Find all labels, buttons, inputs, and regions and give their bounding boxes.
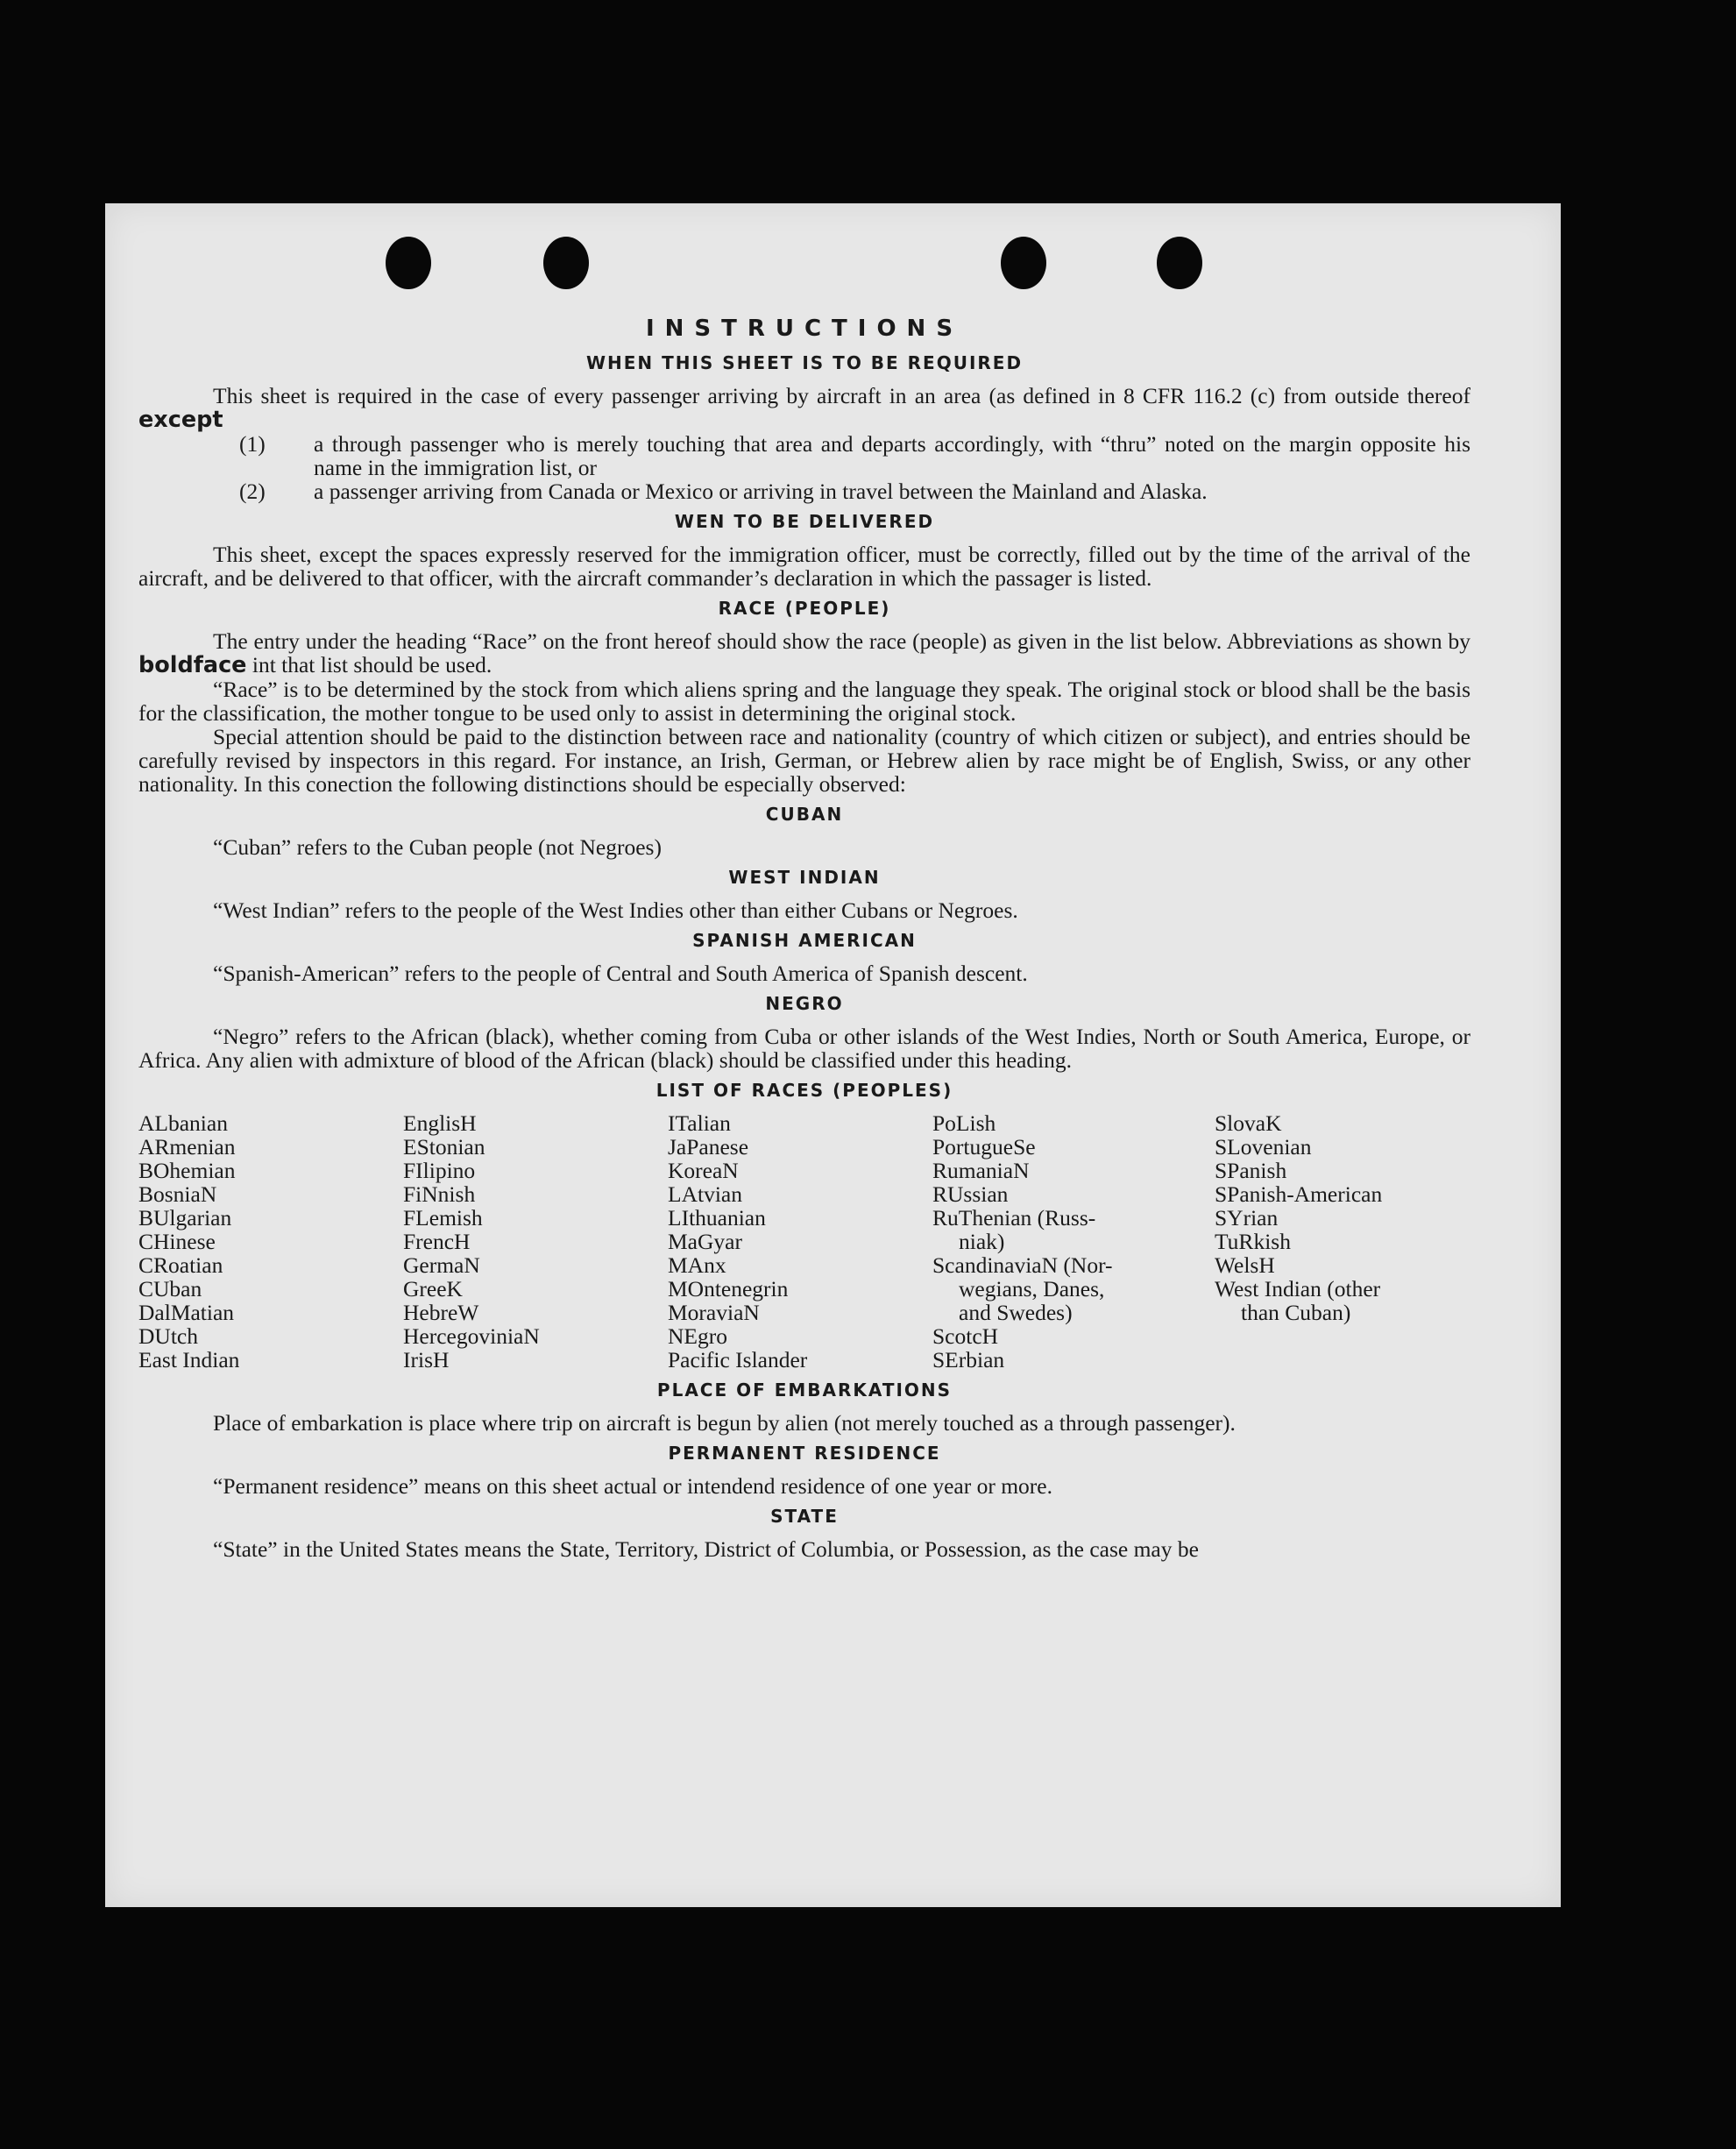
section-heading: WHEN THIS SHEET IS TO BE REQUIRED: [585, 352, 1024, 373]
race-item: FIlipino: [403, 1158, 476, 1183]
paragraph: “State” in the United States means the State, Territory, District of Columbia, or Possession, as the case may be: [213, 1536, 1199, 1562]
race-item: BUlgarian: [138, 1205, 232, 1231]
race-item: RuThenian (Russ-: [932, 1205, 1096, 1231]
paragraph: “West Indian” refers to the people of the West Indies other than either Cubans or Negroes.: [213, 897, 1018, 923]
race-item: DalMatian: [138, 1300, 235, 1325]
section-heading: PLACE OF EMBARKATIONS: [656, 1379, 953, 1401]
race-item: SErbian: [932, 1347, 1005, 1372]
race-item: EStonian: [403, 1134, 485, 1160]
race-item: and Swedes): [959, 1300, 1073, 1325]
sheet-content: [138, 317, 1470, 1561]
race-item: FiNnish: [403, 1181, 476, 1207]
race-item: SYrian: [1215, 1205, 1279, 1231]
race-item: SPanish: [1215, 1158, 1287, 1183]
section-heading: SPANISH AMERICAN: [692, 930, 917, 951]
race-item: CRoatian: [138, 1252, 223, 1278]
race-item: CUban: [138, 1276, 202, 1301]
section-heading: WEST INDIAN: [728, 867, 881, 888]
race-item: ITalian: [668, 1110, 731, 1136]
instruction-sheet: [105, 203, 1561, 1907]
race-item: wegians, Danes,: [959, 1276, 1105, 1301]
race-item: NEgro: [668, 1323, 727, 1349]
section-heading: CUBAN: [765, 804, 844, 825]
race-item: SPanish-American: [1215, 1181, 1383, 1207]
race-item: niak): [959, 1229, 1005, 1254]
section-heading: STATE: [770, 1506, 839, 1527]
list-item: (1) a through passenger who is merely touching that area and departs accordingly, with “thru” noted on the margin opposite his name in the immigration list, or: [239, 431, 1470, 480]
race-item: GermaN: [403, 1252, 480, 1278]
race-column: [403, 1111, 668, 1372]
page-title: INSTRUCTIONS: [645, 316, 964, 342]
paragraph: This sheet, except the spaces expressly reserved for the immigration officer, must be correctly, filled out by the time of the arrival of the aircraft, and be delivered to that officer, with the aircraft commander’s declaration in which the passager is listed.: [138, 542, 1470, 591]
race-item: SlovaK: [1215, 1110, 1282, 1136]
race-list: [138, 1111, 1470, 1372]
section-heading: RACE (PEOPLE): [718, 598, 891, 619]
race-item: HercegoviniaN: [403, 1323, 540, 1349]
race-item: FrencH: [403, 1229, 471, 1254]
punch-hole: [386, 237, 431, 289]
race-item: RumaniaN: [932, 1158, 1030, 1183]
race-item: DUtch: [138, 1323, 198, 1349]
race-item: ARmenian: [138, 1134, 236, 1160]
punch-hole: [543, 237, 589, 289]
race-item: CHinese: [138, 1229, 216, 1254]
race-item: SLovenian: [1215, 1134, 1312, 1160]
race-item: KoreaN: [668, 1158, 739, 1183]
race-item: TuRkish: [1215, 1229, 1291, 1254]
paragraph: The entry under the heading “Race” on the front hereof should show the race (people) as given in the list below. Abbreviations as shown by boldface int that list should be used.: [138, 628, 1470, 678]
race-item: JaPanese: [668, 1134, 749, 1160]
race-item: ScandinaviaN (Nor-: [932, 1252, 1113, 1278]
race-item: PortugueSe: [932, 1134, 1036, 1160]
race-item: BOhemian: [138, 1158, 236, 1183]
paragraph: “Spanish-American” refers to the people of Central and South America of Spanish descent.: [213, 961, 1028, 986]
paragraph: This sheet is required in the case of every passenger arriving by aircraft in an area (as defined in 8 CFR 116.2 (c) from outside thereof except: [138, 383, 1470, 433]
punch-hole: [1157, 237, 1202, 289]
section-heading: LIST OF RACES (PEOPLES): [655, 1080, 953, 1101]
race-item: FLemish: [403, 1205, 483, 1231]
race-column: [668, 1111, 932, 1372]
race-item: IrisH: [403, 1347, 450, 1372]
paragraph: “Permanent residence” means on this sheet actual or intendend residence of one year or more.: [213, 1473, 1052, 1499]
race-item: MOntenegrin: [668, 1276, 789, 1301]
race-item: East Indian: [138, 1347, 240, 1372]
section-heading: PERMANENT RESIDENCE: [668, 1443, 941, 1464]
punch-hole: [1001, 237, 1046, 289]
race-item: PoLish: [932, 1110, 996, 1136]
race-column: [1215, 1111, 1451, 1372]
race-item: MaGyar: [668, 1229, 742, 1254]
race-item: West Indian (other: [1215, 1276, 1381, 1301]
race-item: ScotcH: [932, 1323, 999, 1349]
race-item: BosniaN: [138, 1181, 217, 1207]
paragraph: Place of embarkation is place where trip on aircraft is begun by alien (not merely touched as a through passenger).: [213, 1410, 1236, 1436]
race-item: Pacific Islander: [668, 1347, 808, 1372]
race-column: [138, 1111, 403, 1372]
race-item: GreeK: [403, 1276, 463, 1301]
race-item: HebreW: [403, 1300, 479, 1325]
race-column: [932, 1111, 1215, 1372]
race-item: LAtvian: [668, 1181, 742, 1207]
list-item: (2) a passenger arriving from Canada or Mexico or arriving in travel between the Mainland and Alaska.: [239, 479, 1208, 504]
race-item: WelsH: [1215, 1252, 1275, 1278]
section-heading: NEGRO: [765, 993, 844, 1014]
race-item: MoraviaN: [668, 1300, 760, 1325]
paragraph: “Negro” refers to the African (black), whether coming from Cuba or other islands of the West Indies, North or South America, Europe, or Africa. Any alien with admixture of blood of the African (black) should be classified under this heading.: [138, 1024, 1470, 1073]
section-heading: WEN TO BE DELIVERED: [674, 511, 935, 532]
race-item: RUssian: [932, 1181, 1009, 1207]
paragraph: “Cuban” refers to the Cuban people (not Negroes): [213, 834, 662, 860]
race-item: MAnx: [668, 1252, 726, 1278]
race-item: than Cuban): [1241, 1300, 1351, 1325]
paragraph: “Race” is to be determined by the stock from which aliens spring and the language they speak. The original stock or blood shall be the basis for the classification, the mother tongue to be used only to assist in determining the original stock.: [138, 677, 1470, 726]
race-item: ALbanian: [138, 1110, 228, 1136]
race-item: LIthuanian: [668, 1205, 766, 1231]
paragraph: Special attention should be paid to the distinction between race and nationality (country of which citizen or subject), and entries should be carefully revised by inspectors in this regard. For instance, an Irish, German, or Hebrew alien by race might be of English, Swiss, or any other nationality. In this conection the following distinctions should be especially observed:: [138, 724, 1470, 797]
race-item: EnglisH: [403, 1110, 477, 1136]
